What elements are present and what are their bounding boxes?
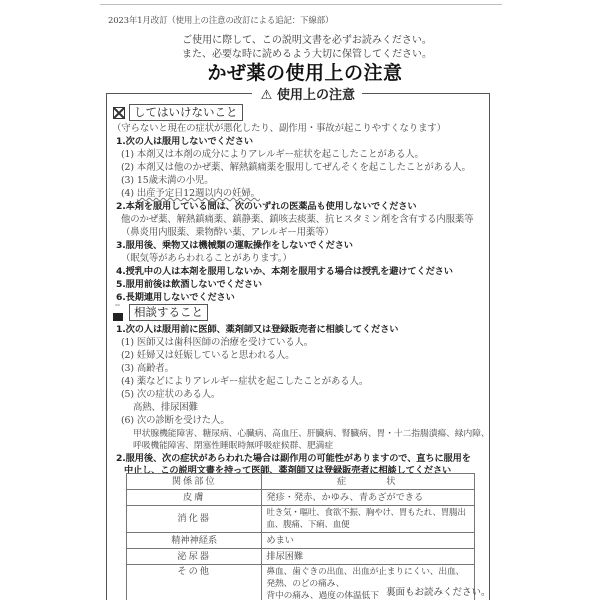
- table-row: [127, 549, 475, 565]
- dont-item-6-title: 6.長期連用しないでください: [116, 292, 235, 303]
- dont-item-3-detail: （眠気等があらわれることがあります。）: [121, 253, 292, 264]
- dont-item-1-sub-3: (3) 15歳未満の小児。: [121, 175, 214, 186]
- cell-part: 消化器: [127, 506, 262, 533]
- consult-item-1-sub-4: (4) 薬などによりアレルギー症状を起こしたことがある人。: [121, 376, 369, 387]
- cell-part: その他: [127, 565, 262, 600]
- cell-symptoms-line-2: 背中の痛み、過度の体温低下: [266, 591, 379, 600]
- table-row: [127, 490, 475, 506]
- dont-item-2-detail-2: （鼻炎用内服薬、乗物酔い薬、アレルギー用薬等）: [121, 227, 334, 238]
- dont-item-1-sub-1: (1) 本剤又は本剤の成分によりアレルギー症状を起こしたことがある人。: [121, 149, 424, 160]
- page-title: かぜ薬の使用上の注意: [207, 62, 403, 84]
- intro-line-2: また、必要な時に読めるよう大切に保管してください。: [182, 49, 432, 60]
- sub-4-prefix: (4): [121, 188, 137, 199]
- dont-heading: してはいけないこと: [129, 104, 243, 121]
- consult-item-1-sub-6-detail-2: 呼吸機能障害、閉塞性睡眠時無呼吸症候群、肥満症: [133, 441, 334, 451]
- consult-item-2-title-1: 2.服用後、次の症状があらわれた場合は副作用の可能性がありますので、直ちに服用を: [116, 453, 471, 464]
- prohibited-box-x-icon: [113, 107, 125, 119]
- dont-item-2-detail-1: 他のかぜ薬、解熱鎮痛薬、鎮静薬、鎮咳去痰薬、抗ヒスタミン剤を含有する内服薬等: [121, 214, 474, 225]
- consult-item-2-title-2: 中止し、この説明文書を持って医師、薬剤師又は登録販売者に相談してください: [124, 465, 452, 476]
- sub-4-underlined: 出産予定日12週以内の妊婦。: [136, 188, 260, 199]
- consult-heading: 相談すること: [129, 304, 208, 321]
- dont-subtitle: （守らないと現在の症状が悪化したり、副作用・事故が起こりやすくなります）: [112, 123, 446, 134]
- revision-note: 2023年1月改訂（使用上の注意の改訂による追記：下線部）: [108, 16, 334, 26]
- consult-smoke-icon: ∾: [113, 303, 125, 321]
- turn-over-note: 裏面もお読みください。: [386, 587, 491, 598]
- cell-part: 皮膚: [127, 490, 262, 506]
- dont-item-3-title: 3.服用後、乗物又は機械類の運転操作をしないでください: [116, 240, 353, 251]
- cell-part: 精神神経系: [127, 533, 262, 549]
- table-row: [127, 506, 475, 533]
- table-row: [127, 533, 475, 549]
- consult-item-1-sub-3: (3) 高齢者。: [121, 363, 174, 374]
- consult-item-1-sub-5-detail: 高熱、排尿困難: [133, 402, 198, 413]
- table-header-row: [127, 474, 475, 490]
- consult-section-header: [113, 303, 208, 321]
- precautions-legend-label: 使用上の注意: [276, 88, 355, 103]
- consult-item-1-sub-5: (5) 次の症状のある人。: [121, 389, 221, 400]
- col-header-part: 関係部位: [127, 474, 262, 490]
- cell-symptoms: 吐き気・嘔吐、食欲不振、胸やけ、胃もたれ、胃腸出血、腹痛、下痢、血便: [262, 506, 475, 533]
- dont-item-1-sub-2: (2) 本剤又は他のかぜ薬、解熱鎮痛薬を服用してぜんそくを起こしたことがある人。: [121, 162, 471, 173]
- dont-item-4-title: 4.授乳中の人は本剤を服用しないか、本剤を服用する場合は授乳を避けてください: [116, 266, 453, 277]
- cell-symptoms: 発疹・発赤、かゆみ、青あざができる: [262, 490, 475, 506]
- consult-item-1-sub-1: (1) 医師又は歯科医師の治療を受けている人。: [121, 337, 314, 348]
- consult-item-1-sub-2: (2) 妊婦又は妊娠していると思われる人。: [121, 350, 295, 361]
- dont-item-2-title: 2.本剤を服用している間は、次のいずれの医薬品も使用しないでください: [116, 201, 417, 212]
- cell-part: 泌尿器: [127, 549, 262, 565]
- cell-symptoms-line-1: 鼻血、歯ぐきの出血、出血が止まりにくい、出血、発熱、のどの痛み、: [266, 567, 465, 589]
- dont-item-1-title: 1.次の人は服用しないでください: [116, 136, 253, 147]
- consult-item-1-sub-6: (6) 次の診断を受けた人。: [121, 415, 230, 426]
- top-rule: [100, 4, 502, 5]
- warning-triangle-icon: ⚠: [260, 88, 273, 103]
- intro-line-1: ご使用に際して、この説明文書を必ずお読みください。: [182, 35, 432, 46]
- consult-item-1-title: 1.次の人は服用前に医師、薬剤師又は登録販売者に相談してください: [116, 324, 399, 335]
- dont-item-1-sub-4: [121, 188, 260, 200]
- dont-item-5-title: 5.服用前後は飲酒しないでください: [116, 279, 262, 290]
- cell-symptoms: 排尿困難: [262, 549, 475, 565]
- side-effects-table: [126, 473, 475, 600]
- col-header-symptoms: 症状: [262, 474, 475, 490]
- cell-symptoms: めまい: [262, 533, 475, 549]
- consult-item-1-sub-6-detail-1: 甲状腺機能障害、糖尿病、心臓病、高血圧、肝臓病、腎臓病、胃・十二指腸潰瘍、緑内障、: [133, 429, 490, 439]
- dont-section-header: [113, 104, 243, 121]
